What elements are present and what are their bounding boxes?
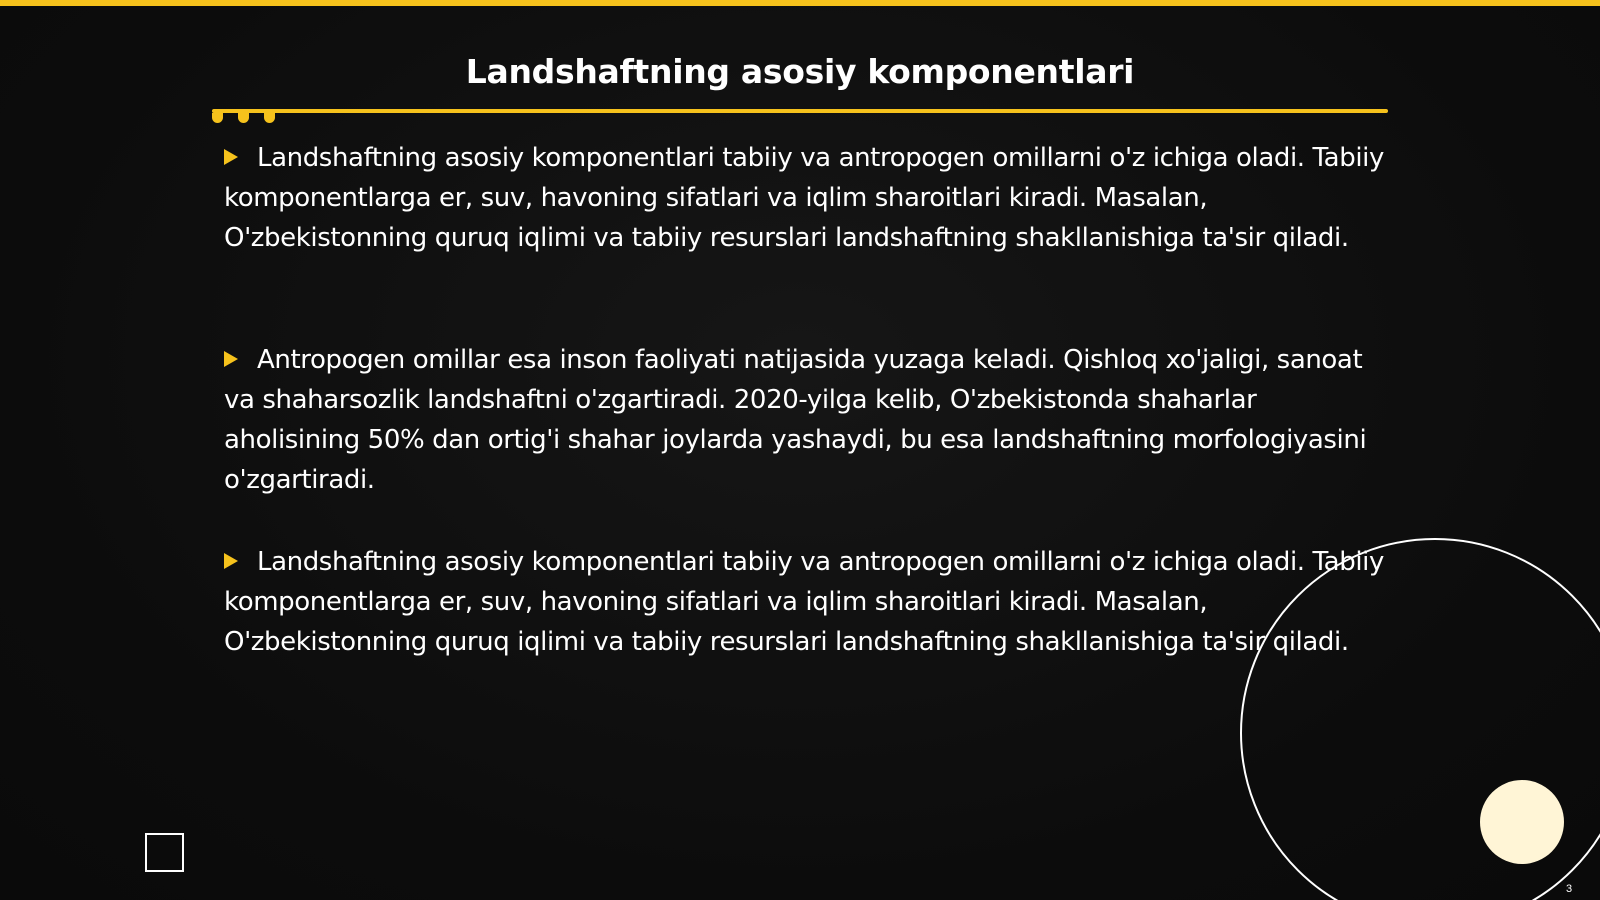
decor-dot bbox=[212, 113, 223, 123]
decor-square-outline bbox=[145, 833, 184, 872]
body-content bbox=[224, 138, 1384, 744]
bullet-paragraph bbox=[224, 542, 1384, 702]
top-accent-bar bbox=[0, 0, 1600, 6]
triangle-bullet-icon bbox=[224, 149, 238, 165]
title-underline bbox=[212, 109, 1388, 113]
decor-filled-circle bbox=[1480, 780, 1564, 864]
paragraph-text: Landshaftning asosiy komponentlari tabiiy va antropogen omillarni o'z ichiga oladi. Tabiiy komponentlarga er, suv, havoning sifatlari va iqlim sharoitlari kiradi. Masalan, O'zbekistonning quruq iqlimi va tabiiy resurslari landshaftning shakllanishiga ta'sir qiladi. bbox=[224, 547, 1384, 657]
slide-title: Landshaftning asosiy komponentlari bbox=[465, 52, 1135, 91]
bullet-paragraph bbox=[224, 340, 1384, 500]
triangle-bullet-icon bbox=[224, 553, 238, 569]
decor-dot bbox=[264, 113, 275, 123]
page-number: 3 bbox=[1566, 883, 1573, 895]
paragraph-text: Antropogen omillar esa inson faoliyati natijasida yuzaga keladi. Qishloq xo'jaligi, sanoat va shaharsozlik landshaftni o'zgartiradi. 2020-yilga kelib, O'zbekistonda shaharlar aholisining 50% dan ortig'i shahar joylarda yashaydi, bu esa landshaftning morfologiyasini o'zgartiradi. bbox=[224, 345, 1367, 495]
bullet-paragraph bbox=[224, 138, 1384, 298]
decor-dot bbox=[238, 113, 249, 123]
triangle-bullet-icon bbox=[224, 351, 238, 367]
paragraph-text: Landshaftning asosiy komponentlari tabiiy va antropogen omillarni o'z ichiga oladi. Tabiiy komponentlarga er, suv, havoning sifatlari va iqlim sharoitlari kiradi. Masalan, O'zbekistonning quruq iqlimi va tabiiy resurslari landshaftning shakllanishiga ta'sir qiladi. bbox=[224, 143, 1384, 253]
